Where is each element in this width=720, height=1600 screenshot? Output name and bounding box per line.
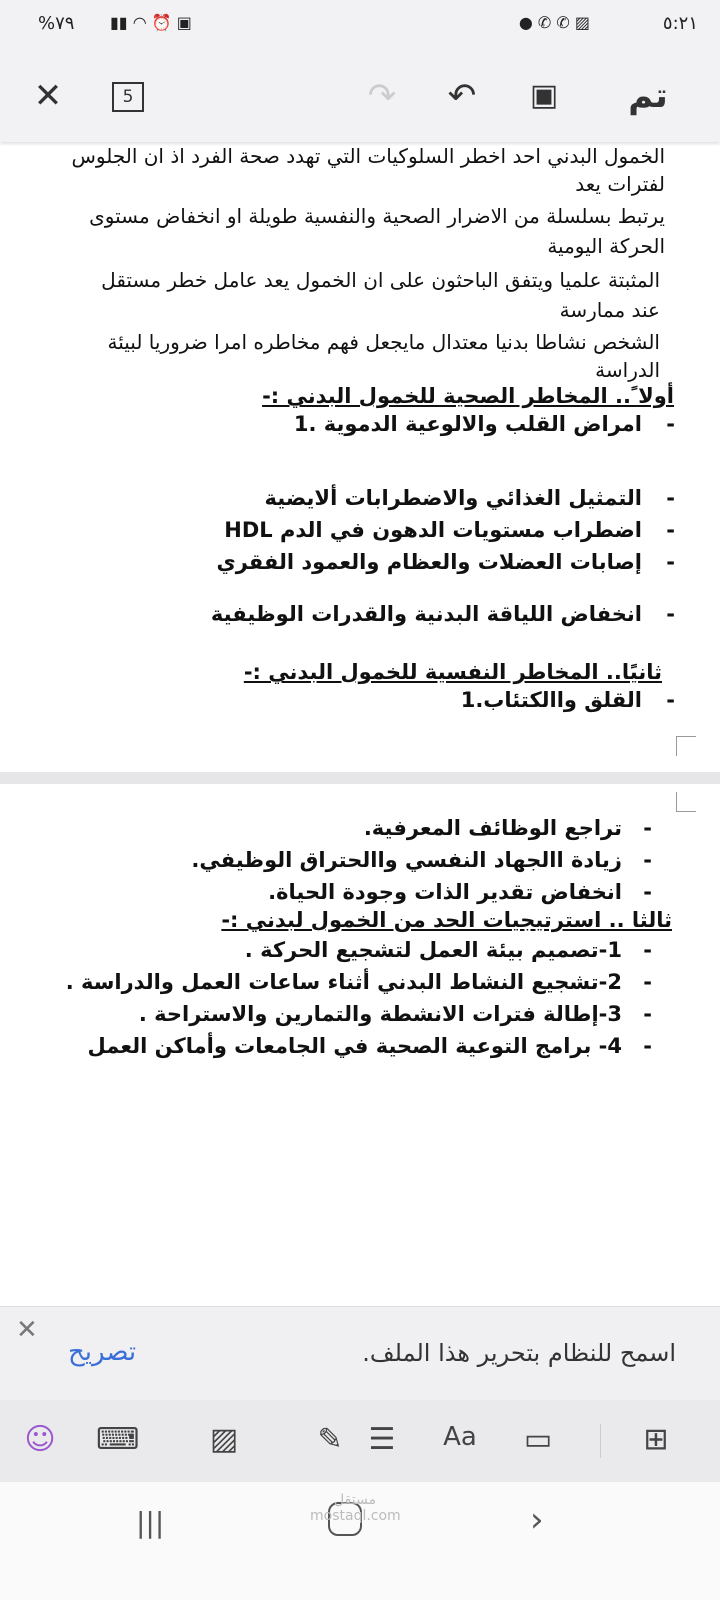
permission-banner: [0, 1306, 720, 1400]
save-icon[interactable]: ▣: [529, 78, 559, 113]
paragraph-line: المثبتة علميا ويتفق الباحثون على ان الخمول يعد عامل خطر مستقل: [101, 268, 660, 292]
paragraph-line: الخمول البدني احد اخطر السلوكيات التي تهدد صحة الفرد اذ ان الجلوس: [71, 144, 665, 168]
allow-button[interactable]: تصريح: [68, 1337, 137, 1367]
list-item: القلق واالكتئاب.1: [460, 688, 642, 712]
section-heading: ثانيًا.. المخاطر النفسية للخمول البدني :-: [243, 660, 662, 684]
bullet: -: [643, 848, 652, 872]
bullet: -: [666, 602, 675, 626]
page-corner-mark: [676, 736, 696, 756]
notification-icons: ● ✆ ✆ ▨: [518, 13, 590, 32]
paragraph-line: الشخص نشاطا بدنيا معتدال مايجعل فهم مخاطره امرا ضروريا لبيئة: [107, 330, 660, 354]
list-item: اضطراب مستويات الدهون في الدم HDL: [224, 518, 642, 542]
page-corner-mark: [676, 792, 696, 812]
bullet: -: [666, 412, 675, 436]
section-heading: ثالثا .. استرتيجيات الحد من الخمول لبدني :-: [221, 908, 672, 932]
paragraph-line: عند ممارسة: [559, 298, 660, 322]
bullet: -: [643, 880, 652, 904]
list-item: إصابات العضلات والعظام والعمود الفقري: [216, 550, 642, 574]
section-heading: أولا ً.. المخاطر الصحية للخمول البدني :-: [262, 384, 674, 408]
list-item: تراجع الوظائف المعرفية.: [363, 816, 622, 840]
navigation-bar: [0, 1482, 720, 1600]
highlighter-icon[interactable]: ✎: [317, 1422, 343, 1457]
keyboard-icon[interactable]: ⌨: [96, 1422, 140, 1457]
bullet: -: [666, 486, 675, 510]
list-item: زيادة االجهاد النفسي واالحتراق الوظيفي.: [191, 848, 622, 872]
image-icon[interactable]: ▨: [209, 1422, 239, 1457]
recent-apps-icon[interactable]: |||: [136, 1506, 165, 1539]
bullet: -: [643, 970, 652, 994]
list-item: انخفاض اللياقة البدنية والقدرات الوظيفية: [210, 602, 642, 626]
bullet: -: [643, 938, 652, 962]
list-item: 3-إطالة فترات الانشطة والتمارين والاستراحة .: [138, 1002, 622, 1026]
list-item: انخفاض تقدير الذات وجودة الحياة.: [268, 880, 622, 904]
paragraph-line: الحركة اليومية: [547, 234, 665, 258]
close-icon[interactable]: ✕: [33, 76, 63, 116]
close-icon[interactable]: ✕: [16, 1315, 38, 1345]
align-icon[interactable]: ☰: [368, 1422, 396, 1457]
bullet: -: [666, 518, 675, 542]
document-canvas[interactable]: [0, 142, 720, 1307]
page-count-button[interactable]: 5: [112, 82, 144, 112]
more-tools-icon[interactable]: ⊞: [643, 1422, 669, 1457]
back-icon[interactable]: ›: [530, 1500, 544, 1540]
list-item: امراض القلب والالوعية الدموية .1: [293, 412, 642, 436]
list-item: 1-تصميم بيئة العمل لتشجيع الحركة .: [244, 938, 622, 962]
bullet: -: [643, 1034, 652, 1058]
bottom-toolbar: [0, 1400, 720, 1482]
list-item: 2-تشجيع النشاط البدني أثناء ساعات العمل والدراسة .: [65, 970, 622, 994]
divider: [600, 1424, 601, 1458]
battery-level: %٧٩: [38, 13, 75, 34]
undo-icon[interactable]: ↶: [447, 76, 477, 116]
done-button[interactable]: تم: [628, 76, 668, 116]
bullet: -: [666, 550, 675, 574]
signal-wifi-icons: ▮▮ ◠ ⏰ ▣: [110, 13, 192, 32]
ai-assistant-icon[interactable]: ☺: [24, 1422, 56, 1457]
list-item: 4- برامج التوعية الصحية في الجامعات وأماكن العمل: [87, 1034, 622, 1058]
watermark: مستقل mostaql.com: [310, 1492, 401, 1524]
list-item: التمثيل الغذائي والاضطرابات ألايضية: [264, 486, 642, 510]
page-layout-icon[interactable]: ▭: [523, 1422, 553, 1457]
status-bar: [0, 0, 720, 52]
paragraph-line: الدراسة: [595, 358, 660, 382]
clock: ٥:٢١: [662, 13, 698, 34]
bullet: -: [643, 1002, 652, 1026]
bullet: -: [643, 816, 652, 840]
bullet: -: [666, 688, 675, 712]
paragraph-line: لفترات يعد: [575, 172, 665, 196]
page-break: [0, 772, 720, 784]
paragraph-line: يرتبط بسلسلة من الاضرار الصحية والنفسية طويلة او انخفاض مستوى: [89, 204, 665, 228]
text-format-icon[interactable]: Aa: [443, 1422, 477, 1452]
redo-icon[interactable]: ↷: [367, 76, 397, 116]
editor-toolbar: [0, 52, 720, 142]
banner-message: اسمح للنظام بتحرير هذا الملف.: [362, 1339, 676, 1367]
